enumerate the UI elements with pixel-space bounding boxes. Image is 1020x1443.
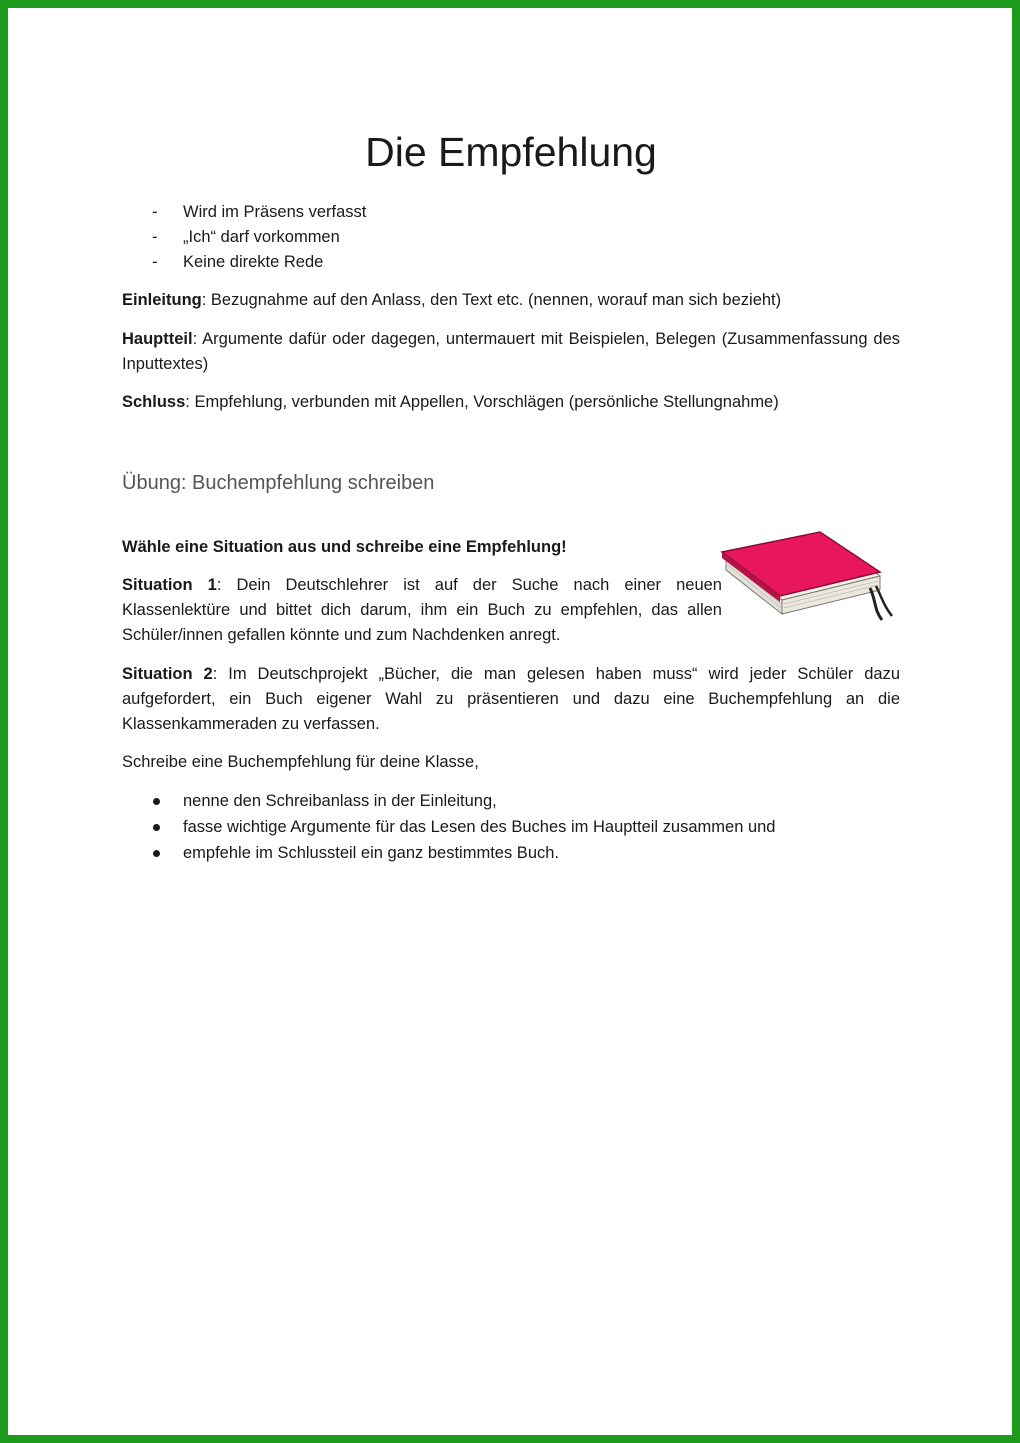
schluss-paragraph [122,390,900,415]
list-item-text: empfehle im Schlussteil ein ganz bestimmtes Buch. [183,844,560,862]
dash-marker: - [152,203,158,221]
list-item [122,789,776,815]
hauptteil-label: Hauptteil [122,330,193,348]
steps-list [122,789,776,867]
list-item [122,841,776,867]
book-icon [720,528,905,628]
bullet-icon [122,789,183,815]
hauptteil-text: : Argumente dafür oder dagegen, untermauert mit Beispielen, Belegen (Zusammenfassung des Inputtextes) [122,330,900,373]
exercise-heading: Übung: Buchempfehlung schreiben [122,472,435,494]
list-item-text: „Ich“ darf vorkommen [183,228,340,246]
einleitung-paragraph [122,288,900,313]
situation1-paragraph [122,573,722,648]
feature-list [122,200,366,275]
situation1-text: : Dein Deutschlehrer ist auf der Suche nach einer neuen Klassenlektüre und bittet dich darum, ihm ein Buch zu empfehlen, das allen Schüler/innen gefallen könnte und zum Nachdenken anregt. [122,576,722,644]
list-item-text: fasse wichtige Argumente für das Lesen des Buches im Hauptteil zusammen und [183,818,776,836]
bullet-icon [122,815,183,841]
list-item [122,815,776,841]
situation2-label: Situation 2 [122,665,213,683]
dash-marker: - [152,253,158,271]
list-item-text: Wird im Präsens verfasst [183,203,367,221]
instruction-paragraph: Schreibe eine Buchempfehlung für deine Klasse, [122,753,479,771]
list-item-text: Keine direkte Rede [183,253,324,271]
list-item [122,225,366,250]
situation2-paragraph [122,662,900,737]
einleitung-text: : Bezugnahme auf den Anlass, den Text etc. (nennen, worauf man sich bezieht) [201,291,782,309]
hauptteil-paragraph [122,327,900,377]
list-item [122,250,366,275]
schluss-label: Schluss [122,393,186,411]
page-title: Die Empfehlung [365,129,657,175]
dash-marker: - [152,228,158,246]
situation2-text: : Im Deutschprojekt „Bücher, die man gelesen haben muss“ wird jeder Schüler dazu aufgefordert, ein Buch eigener Wahl zu präsentieren und dazu eine Buchempfehlung an die Klassenkammeraden zu verfassen. [122,665,900,733]
list-item-text: nenne den Schreibanlass in der Einleitung, [183,792,497,810]
schluss-text: : Empfehlung, verbunden mit Appellen, Vorschlägen (persönliche Stellungnahme) [185,393,779,411]
bullet-icon [122,841,183,867]
situation1-label: Situation 1 [122,576,217,594]
task-text: Wähle eine Situation aus und schreibe eine Empfehlung! [122,538,567,556]
list-item [122,200,366,225]
einleitung-label: Einleitung [122,291,202,309]
